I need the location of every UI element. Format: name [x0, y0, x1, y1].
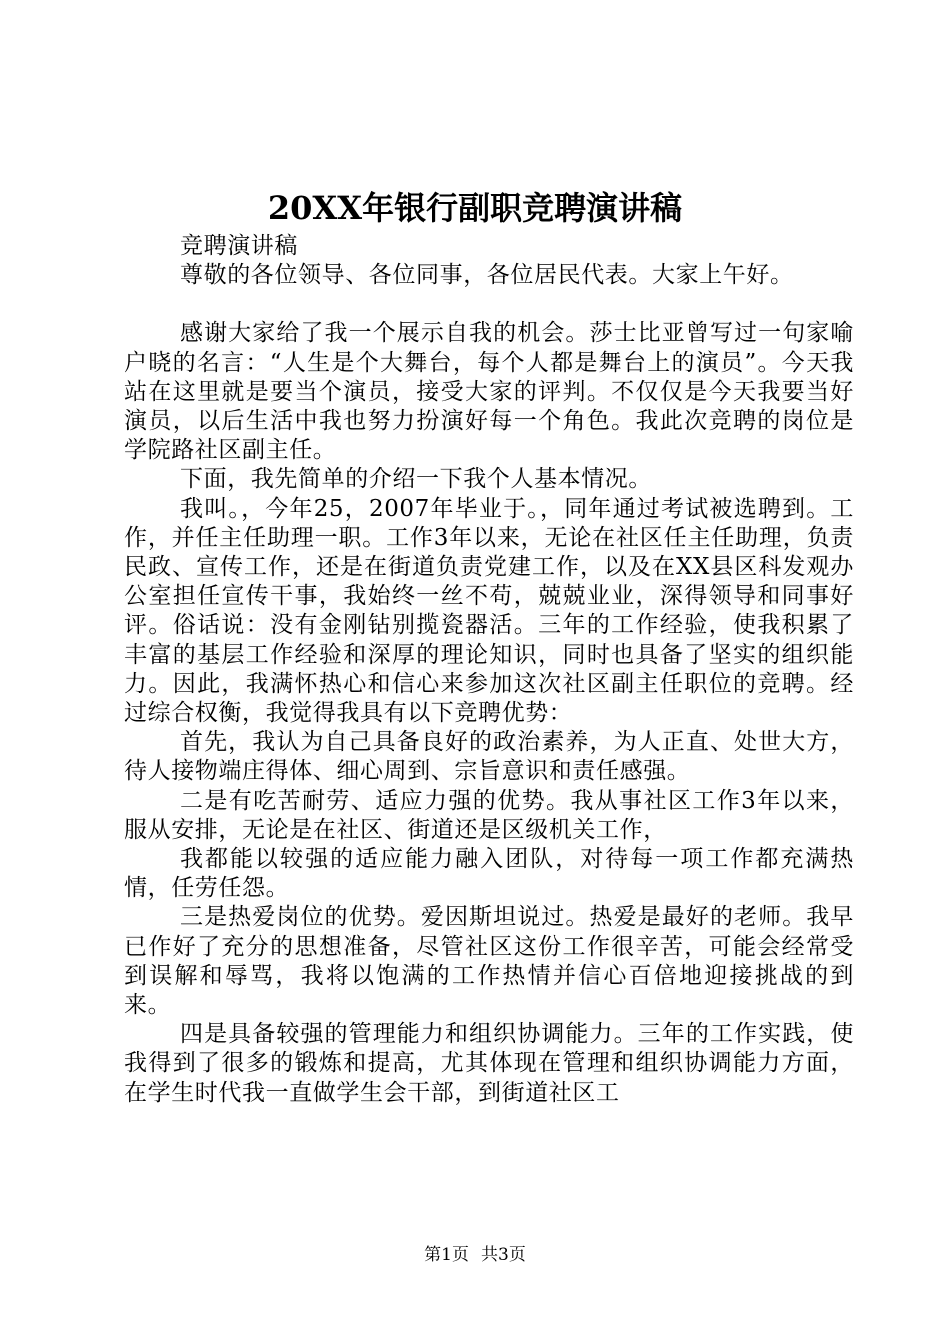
document-body — [124, 232, 854, 1108]
paragraph-heading: 竞聘演讲稿 — [180, 233, 298, 259]
page-total: 共3页 — [481, 1245, 526, 1265]
paragraph-intro: 下面，我先简单的介绍一下我个人基本情况。 — [180, 466, 652, 493]
page-number: 第1页 — [424, 1245, 469, 1265]
paragraph-thanks: 感谢大家给了我一个展示自我的机会。莎士比亚曾写过一句家喻户晓的名言：“人生是个大舞台，每个人都是舞台上的演员”。今天我站在这里就是要当个演员，接受大家的评判。不仅仅是今天我要当好演员，以后生活中我也努力扮演好每一个角色。我此次竞聘的岗位是学院路社区副主任。 — [124, 320, 854, 464]
paragraph-greeting: 尊敬的各位领导、各位同事，各位居民代表。大家上午好。 — [180, 262, 794, 289]
paragraph-background: 我叫。，今年25，2007年毕业于。，同年通过考试被选聘到。工作，并任主任助理一职。工作3年以来，无论在社区任主任助理，负责民政、宣传工作，还是在街道负责党建工作，以及在XX县区科发观办公室担任宣传干事，我始终一丝不苟，兢兢业业，深得领导和同事好评。俗话说：没有金刚钻别揽瓷器活。三年的工作经验，使我积累了丰富的基层工作经验和深厚的理论知识，同时也具备了坚实的组织能力。因此，我满怀热心和信心来参加这次社区副主任职位的竞聘。经过综合权衡，我觉得我具有以下竞聘优势： — [124, 495, 854, 727]
paragraph-advantage-1: 首先，我认为自己具备良好的政治素养，为人正直、处世大方，待人接物端庄得体、细心周到、宗旨意识和责任感强。 — [124, 729, 854, 785]
page-footer — [0, 1243, 950, 1267]
paragraph-advantage-3: 三是热爱岗位的优势。爱因斯坦说过。热爱是最好的老师。我早已作好了充分的思想准备，尽管社区这份工作很辛苦，可能会经常受到误解和辱骂，我将以饱满的工作热情并信心百倍地迎接挑战的到来。 — [124, 904, 854, 1019]
document-title: 20XX年银行副职竞聘演讲稿 — [267, 189, 683, 227]
paragraph-advantage-2-cont: 我都能以较强的适应能力融入团队，对待每一项工作都充满热情，任劳任怨。 — [124, 846, 854, 902]
paragraph-advantage-2: 二是有吃苦耐劳、适应力强的优势。我从事社区工作3年以来，服从安排，无论是在社区、街道还是区级机关工作， — [124, 787, 854, 843]
paragraph-advantage-4: 四是具备较强的管理能力和组织协调能力。三年的工作实践，使我得到了很多的锻炼和提高，尤其体现在管理和组织协调能力方面，在学生时代我一直做学生会干部，到街道社区工 — [124, 1021, 854, 1106]
